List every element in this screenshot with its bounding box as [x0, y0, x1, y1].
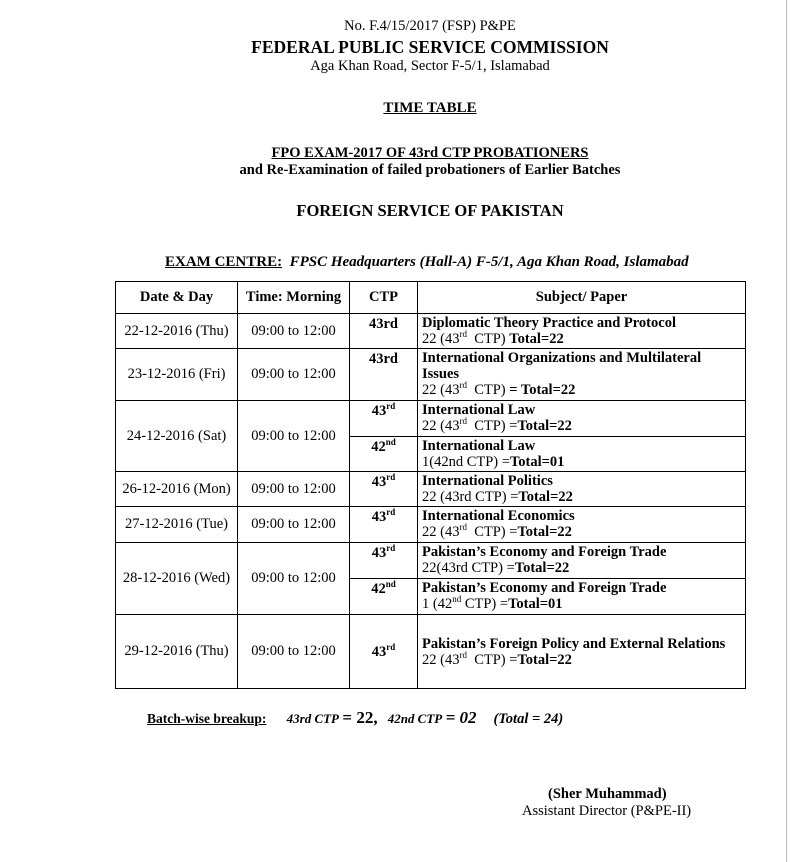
ctp-suffix: nd [385, 579, 396, 590]
subject-cell [418, 472, 746, 507]
candidate-count [422, 652, 741, 668]
count-total: = Total=22 [509, 382, 576, 398]
table-row [116, 615, 746, 689]
exam-centre [165, 254, 689, 271]
table-row [116, 349, 746, 401]
subject-title: Pakistan’s Foreign Policy and External Relations [422, 636, 726, 652]
time-cell: 09:00 to 12:00 [238, 349, 350, 401]
ctp-suffix: rd [386, 401, 396, 412]
batch-42-label: 42nd CTP [387, 711, 443, 726]
ctp-cell [350, 437, 418, 472]
date-cell: 29-12-2016 (Thu) [116, 615, 238, 689]
ctp-value: 42 [371, 581, 386, 597]
count-total: Total=22 [514, 560, 570, 576]
exam-centre-value: FPSC Headquarters (Hall-A) F-5/1, Aga Khan Road, Islamabad [289, 254, 689, 270]
count-prefix: 1(42nd CTP) = [422, 454, 510, 470]
count-prefix: 22(43rd CTP) = [422, 560, 515, 576]
subject-cell [418, 507, 746, 543]
subject-cell [418, 579, 746, 615]
batch-42-value: = 02 [445, 708, 477, 727]
column-header: Date & Day [116, 282, 238, 314]
candidate-count [422, 418, 741, 434]
ctp-suffix: rd [386, 507, 396, 518]
batch-breakup [147, 708, 563, 728]
count-middle: CTP) [466, 331, 510, 347]
ctp-value: 43 [371, 545, 387, 561]
count-suffix: rd [459, 416, 467, 427]
column-header: Subject/ Paper [418, 282, 746, 314]
count-prefix: 22 (43 [422, 331, 460, 347]
organization-name: FEDERAL PUBLIC SERVICE COMMISSION [251, 37, 609, 57]
ctp-value: 43rd [369, 351, 398, 367]
batch-label: Batch-wise breakup: [147, 711, 267, 726]
ctp-cell [350, 472, 418, 507]
time-cell: 09:00 to 12:00 [238, 472, 350, 507]
count-suffix: rd [459, 650, 467, 661]
time-cell: 09:00 to 12:00 [238, 401, 350, 472]
subject-cell [418, 349, 746, 401]
exam-centre-label: EXAM CENTRE: [165, 254, 283, 270]
subject-title: International Organizations and Multilateral Issues [422, 350, 702, 382]
date-cell: 28-12-2016 (Wed) [116, 543, 238, 615]
count-prefix: 1 (42 [422, 596, 453, 612]
subject-title: International Politics [422, 473, 553, 489]
service-name: FOREIGN SERVICE OF PAKISTAN [296, 201, 564, 220]
ctp-cell [350, 507, 418, 543]
candidate-count [422, 560, 741, 576]
count-middle: CTP) = [461, 596, 509, 612]
subject-title: International Law [422, 402, 536, 418]
count-prefix: 22 (43 [422, 652, 460, 668]
ctp-value: 43 [371, 403, 387, 419]
time-cell: 09:00 to 12:00 [238, 543, 350, 615]
candidate-count [422, 331, 741, 347]
ctp-value: 43 [371, 509, 387, 525]
date-cell: 22-12-2016 (Thu) [116, 314, 238, 349]
subject-title: Pakistan’s Economy and Foreign Trade [422, 580, 667, 596]
count-middle: CTP) = [466, 418, 518, 434]
subject-title: Diplomatic Theory Practice and Protocol [422, 315, 676, 331]
ctp-cell [350, 314, 418, 349]
count-total: Total=22 [517, 524, 572, 540]
table-row [116, 401, 746, 437]
count-total: Total=22 [518, 489, 573, 505]
ctp-value: 42 [371, 439, 386, 455]
count-middle: CTP) = [466, 652, 518, 668]
batch-43-label: 43rd CTP [286, 711, 340, 726]
batch-total: (Total = 24) [493, 711, 564, 727]
count-total: Total=01 [509, 454, 565, 470]
document-title-text: TIME TABLE [383, 100, 477, 116]
count-total: Total=22 [517, 418, 572, 434]
count-suffix: rd [459, 522, 467, 533]
count-suffix: rd [459, 329, 467, 340]
batch-43-value: = 22, [342, 708, 378, 727]
candidate-count [422, 382, 741, 398]
time-cell: 09:00 to 12:00 [238, 314, 350, 349]
table-row [116, 543, 746, 579]
subject-cell [418, 401, 746, 437]
document-title [30, 100, 805, 117]
exam-subtitle: and Re-Examination of failed probationers of Earlier Batches [239, 162, 621, 178]
ctp-value: 43rd [369, 316, 398, 332]
count-prefix: 22 (43rd CTP) = [422, 489, 519, 505]
ctp-suffix: nd [385, 437, 396, 448]
ctp-value: 43 [371, 474, 387, 490]
count-suffix: rd [459, 380, 467, 391]
ctp-cell [350, 579, 418, 615]
signatory-name: (Sher Muhammad) [548, 786, 667, 802]
count-total: Total=22 [509, 331, 564, 347]
table-row [116, 507, 746, 543]
table-row [116, 314, 746, 349]
date-cell: 26-12-2016 (Mon) [116, 472, 238, 507]
time-cell: 09:00 to 12:00 [238, 507, 350, 543]
subject-title: International Economics [422, 508, 575, 524]
table-header [116, 282, 746, 314]
ctp-suffix: rd [386, 472, 396, 483]
count-prefix: 22 (43 [422, 524, 460, 540]
ctp-value: 43 [371, 644, 387, 660]
ctp-cell [350, 543, 418, 579]
date-cell: 27-12-2016 (Tue) [116, 507, 238, 543]
time-cell: 09:00 to 12:00 [238, 615, 350, 689]
date-cell: 23-12-2016 (Fri) [116, 349, 238, 401]
subject-title: Pakistan’s Economy and Foreign Trade [422, 544, 667, 560]
count-total: Total=01 [508, 596, 563, 612]
candidate-count [422, 524, 741, 540]
signatory-designation: Assistant Director (P&PE-II) [522, 803, 692, 819]
table-row [116, 472, 746, 507]
count-middle: CTP) = [466, 524, 518, 540]
column-header: Time: Morning [238, 282, 350, 314]
exam-title-text: FPO EXAM-2017 OF 43rd CTP PROBATIONERS [271, 145, 589, 161]
date-cell: 24-12-2016 (Sat) [116, 401, 238, 472]
subject-cell [418, 543, 746, 579]
subject-cell [418, 314, 746, 349]
subject-cell [418, 437, 746, 472]
ctp-suffix: rd [386, 543, 396, 554]
count-prefix: 22 (43 [422, 382, 460, 398]
ctp-cell [350, 401, 418, 437]
reference-number: No. F.4/15/2017 (FSP) P&PE [344, 18, 516, 34]
ctp-suffix: rd [386, 642, 396, 653]
count-prefix: 22 (43 [422, 418, 460, 434]
count-suffix: nd [452, 594, 462, 605]
candidate-count [422, 489, 741, 505]
count-middle: CTP) [466, 382, 510, 398]
subject-cell [418, 615, 746, 689]
count-total: Total=22 [517, 652, 572, 668]
candidate-count [422, 454, 741, 470]
timetable [115, 281, 746, 689]
ctp-cell [350, 349, 418, 401]
subject-title: International Law [422, 438, 536, 454]
exam-title [30, 145, 805, 162]
candidate-count [422, 596, 741, 612]
ctp-cell [350, 615, 418, 689]
column-header: CTP [350, 282, 418, 314]
organization-address: Aga Khan Road, Sector F-5/1, Islamabad [310, 58, 550, 74]
page-edge [786, 0, 787, 862]
